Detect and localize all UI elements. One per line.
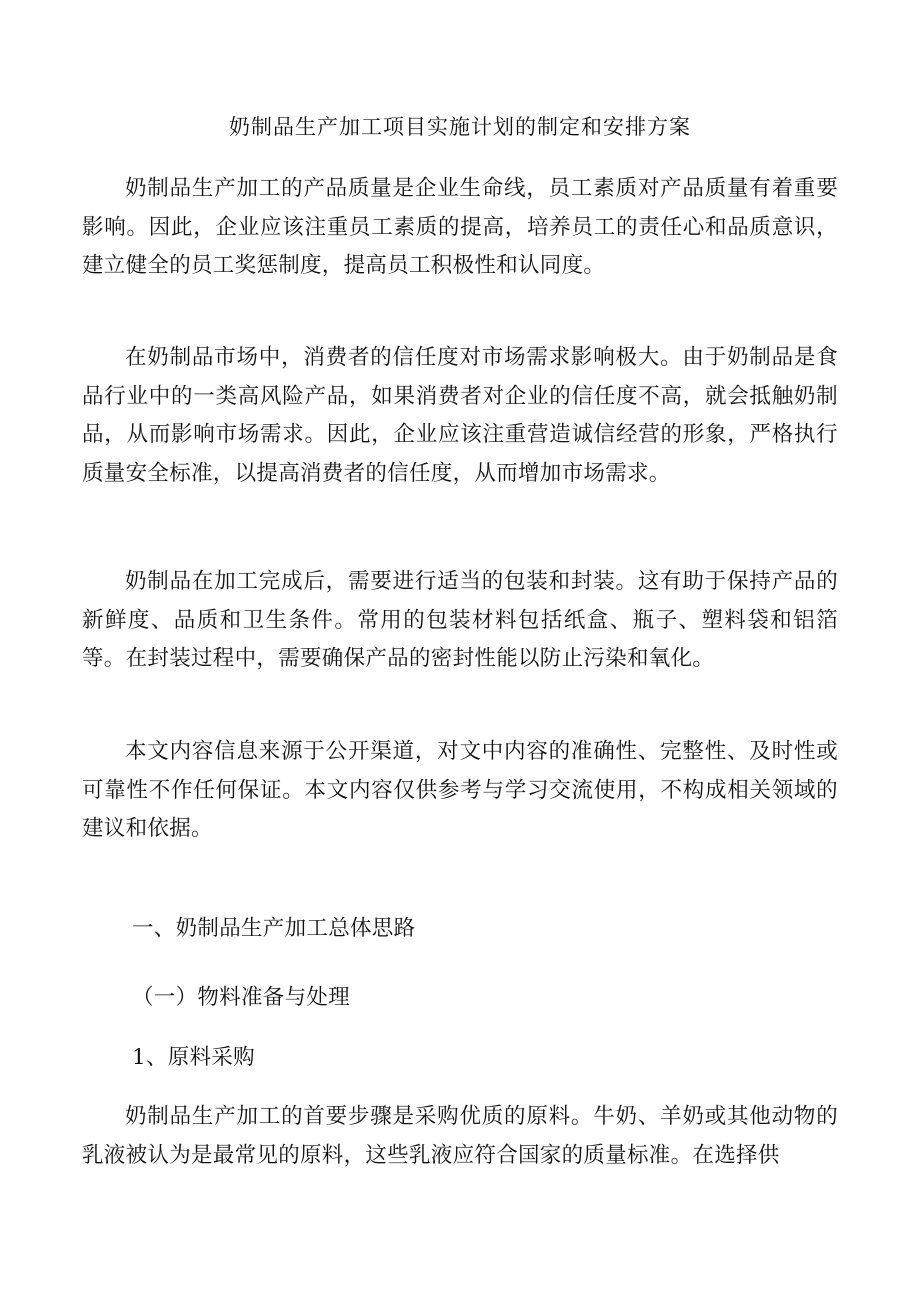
subsection-heading: （一）物料准备与处理: [132, 985, 351, 1010]
paragraph-disclaimer: 本文内容信息来源于公开渠道，对文中内容的准确性、完整性、及时性或可靠性不作任何保证。本文内容仅供参考与学习交流使用，不构成相关领域的建议和依据。: [82, 739, 838, 841]
paragraph-consumer-trust: 在奶制品市场中，消费者的信任度对市场需求影响极大。由于奶制品是食品行业中的一类高风险产品，如果消费者对企业的信任度不高，就会抵触奶制品，从而影响市场需求。因此，企业应该注重营造诚信经营的形象，严格执行质量安全标准，以提高消费者的信任度，从而增加市场需求。: [82, 345, 838, 486]
paragraph-staff-quality: 奶制品生产加工的产品质量是企业生命线，员工素质对产品质量有着重要影响。因此，企业应该注重员工素质的提高，培养员工的责任心和品质意识，建立健全的员工奖惩制度，提高员工积极性和认同度。: [82, 176, 838, 278]
item-heading: 1、原料采购: [132, 1045, 255, 1070]
paragraph-packaging: 奶制品在加工完成后，需要进行适当的包装和封装。这有助于保持产品的新鲜度、品质和卫生条件。常用的包装材料包括纸盒、瓶子、塑料袋和铝箔等。在封装过程中，需要确保产品的密封性能以防止污染和氧化。: [82, 569, 838, 671]
document-title: 奶制品生产加工项目实施计划的制定和安排方案: [229, 115, 691, 139]
section-heading: 一、奶制品生产加工总体思路: [132, 916, 416, 941]
paragraph-raw-material: 奶制品生产加工的首要步骤是采购优质的原料。牛奶、羊奶或其他动物的乳液被认为是最常见的原料，这些乳液应符合国家的质量标准。在选择供: [82, 1104, 838, 1168]
